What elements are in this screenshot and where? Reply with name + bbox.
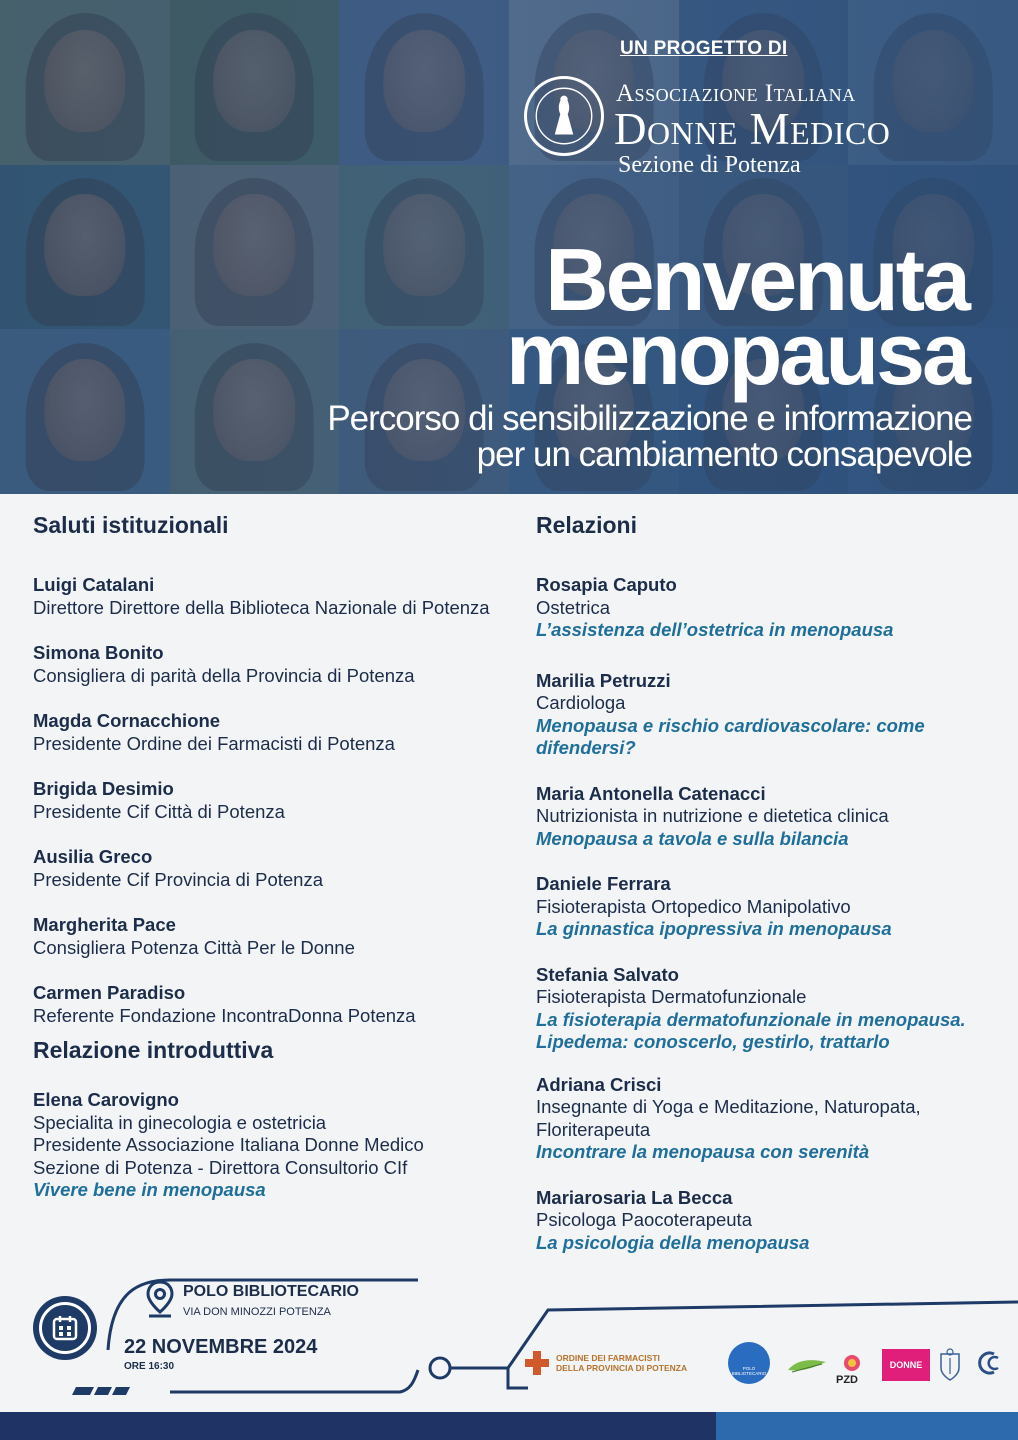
- project-label: UN PROGETTO DI: [620, 38, 788, 59]
- speaker-name: Mariarosaria La Becca: [536, 1186, 733, 1208]
- speaker-name: Rosapia Caputo: [536, 574, 677, 595]
- section-heading-relazioni: Relazioni: [536, 512, 637, 538]
- farmacisti-logo: [524, 1348, 724, 1378]
- green-leaf-logo: [786, 1356, 828, 1376]
- subtitle-line2: per un cambiamento consapevole: [476, 435, 972, 474]
- location-pin-icon: [145, 1280, 175, 1318]
- speaker-name: Elena Carovigno: [33, 1089, 179, 1110]
- speaker-role: Presidente Ordine dei Farmacisti di Potenza: [33, 732, 395, 754]
- speaker-name: Adriana Crisci: [536, 1073, 662, 1095]
- speaker-entry: [536, 1187, 996, 1255]
- speaker-entry: [33, 574, 503, 619]
- speaker-name: Daniele Ferrara: [536, 873, 671, 894]
- speaker-name: Ausilia Greco: [33, 846, 153, 867]
- speaker-name: Margherita Pace: [33, 914, 176, 935]
- speaker-role: Ostetrica: [536, 596, 611, 618]
- association-name-line2: Donne Medico: [614, 104, 891, 154]
- speaker-entry: [33, 710, 503, 755]
- subtitle-line1: Percorso di sensibilizzazione e informazione: [327, 399, 972, 438]
- speaker-role: Referente Fondazione IncontraDonna Potenza: [33, 1004, 416, 1026]
- speaker-name: Simona Bonito: [33, 642, 164, 663]
- speaker-entry: [536, 873, 996, 941]
- speaker-role: Nutrizionista in nutrizione e dietetica clinica: [536, 805, 889, 826]
- speaker-role: Presidente Cif Città di Potenza: [33, 800, 285, 822]
- calendar-icon: [33, 1296, 97, 1360]
- speaker-entry: [536, 1074, 996, 1164]
- speaker-name: Magda Cornacchione: [33, 710, 221, 731]
- svg-text:PZD: PZD: [836, 1374, 858, 1386]
- cc-logo: [972, 1348, 1004, 1382]
- association-section: Sezione di Potenza: [618, 152, 801, 178]
- speaker-name: Brigida Desimio: [33, 778, 174, 799]
- talk-title: Incontrare la menopausa con serenità: [536, 1141, 870, 1162]
- association-name-line1: Associazione Italiana: [616, 80, 856, 107]
- speaker-entry: [33, 1089, 503, 1202]
- speaker-name: Carmen Paradiso: [33, 982, 186, 1003]
- event-time: ORE 16:30: [124, 1361, 175, 1372]
- talk-title: Vivere bene in menopausa: [33, 1179, 266, 1200]
- municipal-crest-icon: [938, 1348, 962, 1382]
- speaker-role: Cardiologa: [536, 692, 626, 713]
- speaker-role: Presidente Cif Provincia di Potenza: [33, 868, 323, 890]
- speaker-role: Fisioterapista Dermatofunzionale: [536, 986, 807, 1007]
- speaker-role: Consigliera di parità della Provincia di Potenza: [33, 664, 415, 686]
- speaker-entry: [33, 642, 503, 687]
- speaker-entry: [33, 846, 503, 891]
- decorative-stripes: [72, 1387, 132, 1395]
- speaker-role: Direttore Direttore della Biblioteca Nazionale di Potenza: [33, 596, 490, 618]
- farmacisti-logo-text: ORDINE DEI FARMACISTI DELLA PROVINCIA DI POTENZA: [556, 1353, 688, 1373]
- talk-title: Menopausa a tavola e sulla bilancia: [536, 827, 849, 849]
- speaker-entry: [33, 914, 503, 959]
- talk-title: La psicologia della menopausa: [536, 1231, 810, 1253]
- polo-bibliotecario-logo: POLO BIBLIOTECARIO: [728, 1342, 770, 1384]
- right-column: [536, 512, 996, 1277]
- speaker-role: Psicologa Paocoterapeuta: [536, 1209, 752, 1230]
- speaker-entry: [536, 783, 996, 851]
- talk-title: La fisioterapia dermatofunzionale in menopausa. Lipedema: conoscerlo, gestirlo, trattarlo: [536, 1008, 966, 1052]
- left-column: [33, 512, 503, 1202]
- speaker-role: Fisioterapista Ortopedico Manipolativo: [536, 895, 851, 917]
- main-title-line2: menopausa: [505, 304, 968, 403]
- speaker-name: Luigi Catalani: [33, 574, 155, 595]
- speaker-role: Specialita in ginecologia e ostetricia: [33, 1111, 327, 1133]
- event-venue: POLO BIBLIOTECARIO: [183, 1283, 359, 1300]
- section-heading-saluti: Saluti istituzionali: [33, 512, 229, 538]
- speaker-role: Sezione di Potenza - Direttora Consultorio CIf: [33, 1156, 408, 1178]
- speaker-role: Consigliera Potenza Città Per le Donne: [33, 936, 355, 958]
- speaker-name: Maria Antonella Catenacci: [536, 782, 766, 804]
- talk-title: L’assistenza dell’ostetrica in menopausa: [536, 619, 894, 640]
- section-heading-introduttiva: Relazione introduttiva: [33, 1037, 274, 1063]
- talk-title: Menopausa e rischio cardiovascolare: come difendersi?: [536, 714, 925, 758]
- pharmacy-cross-icon: [524, 1350, 550, 1376]
- speaker-role: Insegnante di Yoga e Meditazione, Naturopata, Floriterapeuta: [536, 1096, 921, 1140]
- speaker-entry: [536, 964, 996, 1054]
- event-date: 22 NOVEMBRE 2024: [124, 1336, 318, 1358]
- speaker-entry: [536, 670, 996, 760]
- hero-banner: [0, 0, 1018, 494]
- bottom-bar: [0, 1412, 1018, 1440]
- speaker-role: Presidente Associazione Italiana Donne Medico: [33, 1134, 424, 1155]
- association-seal-icon: [524, 76, 604, 156]
- talk-title: La ginnastica ipopressiva in menopausa: [536, 918, 892, 939]
- pzd-logo: [834, 1352, 870, 1388]
- speaker-entry: [33, 778, 503, 823]
- speaker-name: Stefania Salvato: [536, 963, 679, 985]
- speaker-entry: [536, 574, 996, 642]
- speaker-name: Marilia Petruzzi: [536, 669, 671, 691]
- event-address: VIA DON MINOZZI POTENZA: [183, 1306, 331, 1318]
- main-title-line1: Benvenuta: [545, 230, 968, 329]
- speaker-entry: [33, 982, 503, 1027]
- incontradonna-logo: DONNE: [882, 1349, 930, 1381]
